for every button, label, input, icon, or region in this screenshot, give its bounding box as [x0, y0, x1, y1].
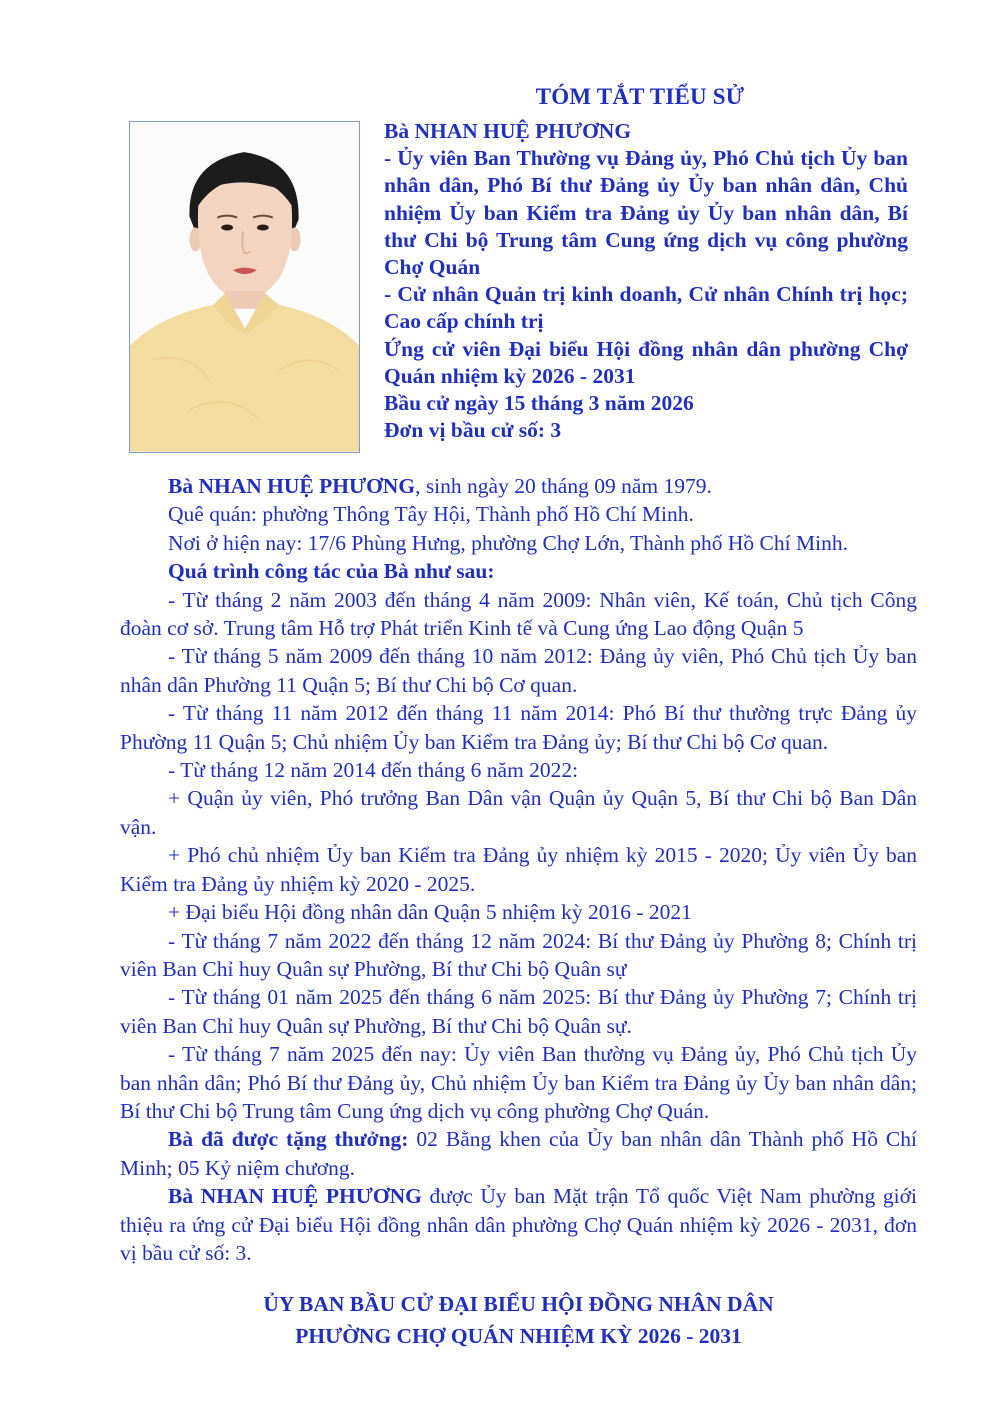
- awards: [120, 1125, 917, 1182]
- current-positions: - Ủy viên Ban Thường vụ Đảng ủy, Phó Chủ tịch Ủy ban nhân dân, Phó Bí thư Đảng ủy Ủy ban nhân dân, Chủ nhiệm Ủy ban Kiểm tra Đảng ủy Ủy ban nhân dân, Bí thư Chi bộ Trung tâm Cung ứng dịch vụ công phường Chợ Quán: [384, 146, 908, 280]
- career-heading: [120, 557, 917, 585]
- candidate-name: Bà NHAN HUỆ PHƯƠNG: [384, 119, 632, 143]
- nomination-name: Bà NHAN HUỆ PHƯƠNG: [168, 1184, 422, 1209]
- bio-name: Bà NHAN HUỆ PHƯƠNG: [168, 474, 416, 498]
- biography-block: [120, 472, 917, 1267]
- nomination: [120, 1182, 917, 1267]
- awards-text: 02 Bằng khen của Ủy ban nhân dân Thành phố Hồ Chí Minh; 05 Kỷ niệm chương.: [120, 1127, 917, 1180]
- candidate-portrait-photo: [129, 121, 360, 453]
- career-item: - Từ tháng 12 năm 2014 đến tháng 6 năm 2022:: [168, 758, 579, 783]
- committee-line-2: PHƯỜNG CHỢ QUÁN NHIỆM KỲ 2026 - 2031: [295, 1324, 742, 1348]
- hometown: Quê quán: phường Thông Tây Hội, Thành phố Hồ Chí Minh.: [168, 502, 694, 527]
- career-item: - Từ tháng 01 năm 2025 đến tháng 6 năm 2025: Bí thư Đảng ủy Phường 7; Chính trị viên Ban Chỉ huy Quân sự Phường, Bí thư Chi bộ Quân sự.: [120, 985, 917, 1038]
- residence: Nơi ở hiện nay: 17/6 Phùng Hưng, phường Chợ Lớn, Thành phố Hồ Chí Minh.: [168, 530, 848, 555]
- page-title: TÓM TẮT TIỂU SỬ: [535, 84, 745, 109]
- career-item: - Từ tháng 2 năm 2003 đến tháng 4 năm 2009: Nhân viên, Kế toán, Chủ tịch Công đoàn cơ sở. Trung tâm Hỗ trợ Phát triển Kinh tế và Cung ứng Lao động Quận 5: [120, 587, 917, 641]
- portrait-image: [130, 122, 359, 452]
- committee-line-1: ỦY BAN BẦU CỬ ĐẠI BIỂU HỘI ĐỒNG NHÂN DÂN: [263, 1292, 774, 1316]
- career-heading-text: Quá trình công tác của Bà như sau:: [168, 559, 495, 584]
- career-subitem: + Đại biểu Hội đồng nhân dân Quận 5 nhiệm kỳ 2016 - 2021: [168, 900, 692, 925]
- electoral-unit: Đơn vị bầu cử số: 3: [384, 418, 562, 443]
- awards-label: Bà đã được tặng thưởng:: [168, 1127, 409, 1152]
- issuing-committee: [120, 1288, 917, 1352]
- career-item: - Từ tháng 7 năm 2022 đến tháng 12 năm 2024: Bí thư Đảng ủy Phường 8; Chính trị viên Ban Chỉ huy Quân sự Phường, Bí thư Chi bộ Quân sự: [120, 928, 917, 981]
- career-subitem: + Quận ủy viên, Phó trưởng Ban Dân vận Quận ủy Quận 5, Bí thư Chi bộ Ban Dân vận.: [120, 786, 917, 839]
- career-item: - Từ tháng 5 năm 2009 đến tháng 10 năm 2012: Đảng ủy viên, Phó Chủ tịch Ủy ban nhân dân Phường 11 Quận 5; Bí thư Chi bộ Cơ quan.: [120, 644, 917, 697]
- birth-line: [120, 472, 917, 500]
- summary-block: [384, 118, 908, 444]
- career-item: - Từ tháng 11 năm 2012 đến tháng 11 năm 2014: Phó Bí thư thường trực Đảng ủy Phường 11 Quận 5; Chủ nhiệm Ủy ban Kiểm tra Đảng ủy; Bí thư Chi bộ Cơ quan.: [120, 701, 917, 754]
- birth-text: , sinh ngày 20 tháng 09 năm 1979.: [415, 474, 712, 498]
- career-item: - Từ tháng 7 năm 2025 đến nay: Ủy viên Ban thường vụ Đảng ủy, Phó Chủ tịch Ủy ban nhân dân; Phó Bí thư Đảng ủy, Chủ nhiệm Ủy ban Kiểm tra Đảng ủy Ủy ban nhân dân; Bí thư Chi bộ Trung tâm Cung ứng dịch vụ công phường Chợ Quán.: [120, 1042, 917, 1123]
- nomination-text: được Ủy ban Mặt trận Tổ quốc Việt Nam phường giới thiệu ra ứng cử Đại biểu Hội đồng nhân dân phường Chợ Quán nhiệm kỳ 2026 - 2031, đơn vị bầu cử số: 3.: [120, 1184, 917, 1265]
- education: - Cử nhân Quản trị kinh doanh, Cử nhân Chính trị học; Cao cấp chính trị: [384, 282, 908, 334]
- career-subitem: + Phó chủ nhiệm Ủy ban Kiểm tra Đảng ủy nhiệm kỳ 2015 - 2020; Ủy viên Ủy ban Kiểm tra Đảng ủy nhiệm kỳ 2020 - 2025.: [120, 843, 917, 896]
- election-date: Bầu cử ngày 15 tháng 3 năm 2026: [384, 391, 694, 416]
- candidacy: Ứng cử viên Đại biểu Hội đồng nhân dân phường Chợ Quán nhiệm kỳ 2026 - 2031: [384, 336, 908, 388]
